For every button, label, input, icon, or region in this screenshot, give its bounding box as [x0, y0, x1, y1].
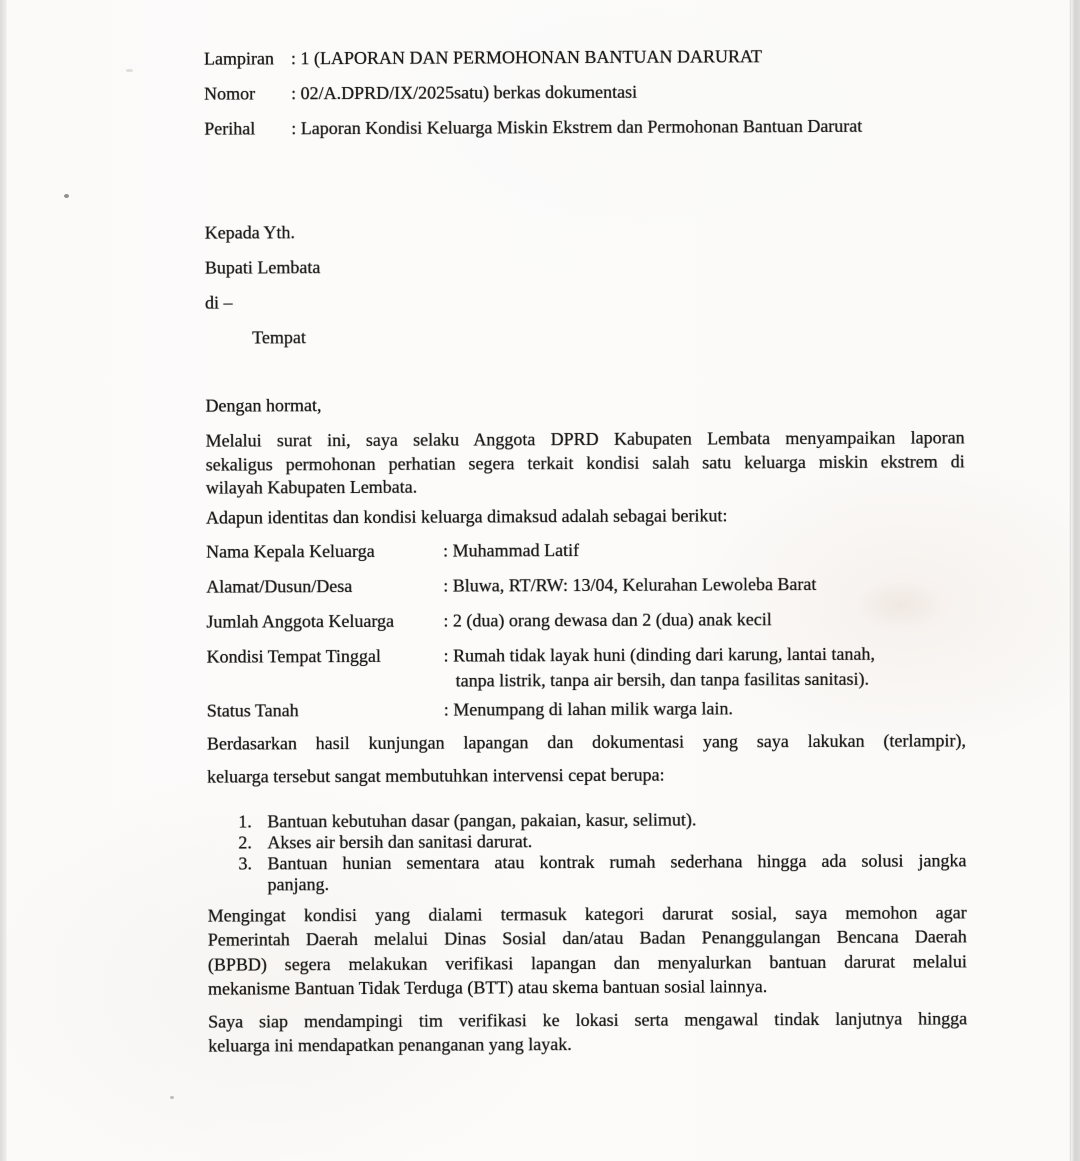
family-details-table: [206, 536, 966, 723]
detail-value-line: : Rumah tidak layak huni (dinding dari karung, lantai tanah,: [443, 643, 875, 666]
paragraph-closing: [208, 1006, 967, 1058]
paragraph-intro-line: Melalui surat ini, saya selaku Anggota DPRD Kabupaten Lembata menyampaikan laporan: [205, 427, 965, 451]
detail-label: Kondisi Tempat Tinggal: [206, 645, 382, 667]
detail-row-kondisi-tempat-tinggal: [207, 641, 966, 694]
detail-label: Jumlah Anggota Keluarga: [206, 610, 395, 632]
letter-content: [204, 0, 968, 1058]
letter-meta-block: [204, 0, 964, 147]
scan-speck: [64, 194, 69, 198]
list-item-text: [267, 850, 966, 895]
paragraph-intro: [206, 426, 965, 500]
recipient-block: [205, 212, 965, 355]
recipient-line-bupati: Bupati Lembata: [204, 257, 321, 278]
meta-label-lampiran: Lampiran: [203, 48, 274, 69]
detail-value-line: tanpa listrik, tanpa air bersih, dan tanpa fasilitas sanitasi).: [455, 668, 870, 691]
paragraph-identity-intro: Adapun identitas dan kondisi keluarga dimaksud adalah sebagai berikut:: [205, 504, 728, 528]
list-item-number: 3.: [238, 852, 253, 874]
paragraph-closing-line: Saya siap mendampingi tim verifikasi ke lokasi serta mengawal tindak lanjutnya hingga: [208, 1007, 968, 1032]
detail-value: : 2 (dua) orang dewasa dan 2 (dua) anak kecil: [443, 608, 772, 631]
list-item-text-line: Bantuan hunian sementara atau kontrak rumah sederhana hingga ada solusi jangka: [267, 849, 967, 873]
meta-value-nomor: : 02/A.DPRD/IX/2025satu) berkas dokumentasi: [291, 81, 638, 104]
meta-value-lampiran: : 1 (LAPORAN DAN PERMOHONAN BANTUAN DARURAT: [290, 46, 763, 69]
detail-label: Alamat/Dusun/Desa: [206, 575, 353, 597]
scan-speck: [126, 69, 133, 72]
paragraph-intro-line: wilayah Kabupaten Lembata.: [205, 476, 418, 498]
paragraph-urgency: [208, 900, 967, 1001]
scan-edge-right: [1071, 0, 1080, 1161]
list-item: [207, 850, 966, 895]
salutation: Dengan hormat,: [205, 395, 322, 416]
detail-value: : Muhammad Latif: [443, 539, 580, 561]
detail-row-alamat: [206, 571, 965, 599]
paragraph-request-line: Berdasarkan hasil kunjungan lapangan dan dokumentasi yang saya lakukan (terlampir),: [206, 729, 966, 754]
meta-label-nomor: Nomor: [204, 83, 256, 104]
detail-value: : Menumpang di lahan milik warga lain.: [443, 697, 733, 720]
paragraph-urgency-line: mekanisme Bantuan Tidak Terduga (BTT) atau skema bantuan sosial lainnya.: [207, 976, 768, 999]
detail-row-status-tanah: [207, 695, 966, 723]
recipient-line-kepada: Kepada Yth.: [204, 222, 296, 243]
paragraph-urgency-line: Pemerintah Daerah melalui Dinas Sosial dan/atau Badan Penanggulangan Bencana Daerah: [207, 926, 967, 950]
detail-row-nama: [206, 536, 965, 564]
paragraph-intro-line: sekaligus permohonan perhatian segera terkait kondisi salah satu keluarga miskin ekstrem di: [205, 450, 965, 475]
detail-value: : Bluwa, RT/RW: 13/04, Kelurahan Lewoleba Barat: [443, 573, 817, 596]
paragraph-request-line: keluarga tersebut sangat membutuhkan intervensi cepat berupa:: [207, 764, 665, 787]
meta-row-nomor: [204, 73, 963, 111]
meta-row-lampiran: [204, 38, 963, 76]
paragraph-urgency-line: (BPBD) segera melakukan verifikasi lapangan dan menyalurkan bantuan darurat melalui: [207, 950, 967, 975]
needs-list: [207, 808, 966, 895]
scan-speck: [170, 1096, 174, 1099]
list-item-text: Bantuan kebutuhan dasar (pangan, pakaian, kasur, selimut).: [267, 809, 697, 831]
detail-label: Status Tanah: [206, 699, 299, 721]
list-item-number: 2.: [238, 831, 252, 853]
detail-row-jumlah-anggota: [206, 606, 965, 634]
recipient-line-tempat: Tempat: [252, 327, 306, 348]
detail-label: Nama Kepala Keluarga: [206, 540, 375, 562]
list-item-text: Akses air bersih dan sanitasi darurat.: [267, 830, 533, 852]
paragraph-closing-line: keluarga ini mendapatkan penanganan yang layak.: [208, 1034, 572, 1056]
list-item-number: 1.: [238, 810, 252, 832]
recipient-line-di: di –: [204, 292, 233, 313]
meta-label-perihal: Perihal: [204, 118, 256, 139]
scan-edge-left: [0, 0, 7, 1161]
paragraph-urgency-line: Mengingat kondisi yang dialami termasuk kategori darurat sosial, saya memohon agar: [207, 901, 967, 926]
paragraph-request: [207, 724, 966, 793]
detail-value: [443, 641, 965, 693]
list-item-text-line: panjang.: [267, 873, 330, 894]
meta-value-perihal: : Laporan Kondisi Keluarga Miskin Ekstrem dan Permohonan Bantuan Darurat: [291, 115, 863, 139]
meta-row-perihal: [204, 108, 963, 146]
